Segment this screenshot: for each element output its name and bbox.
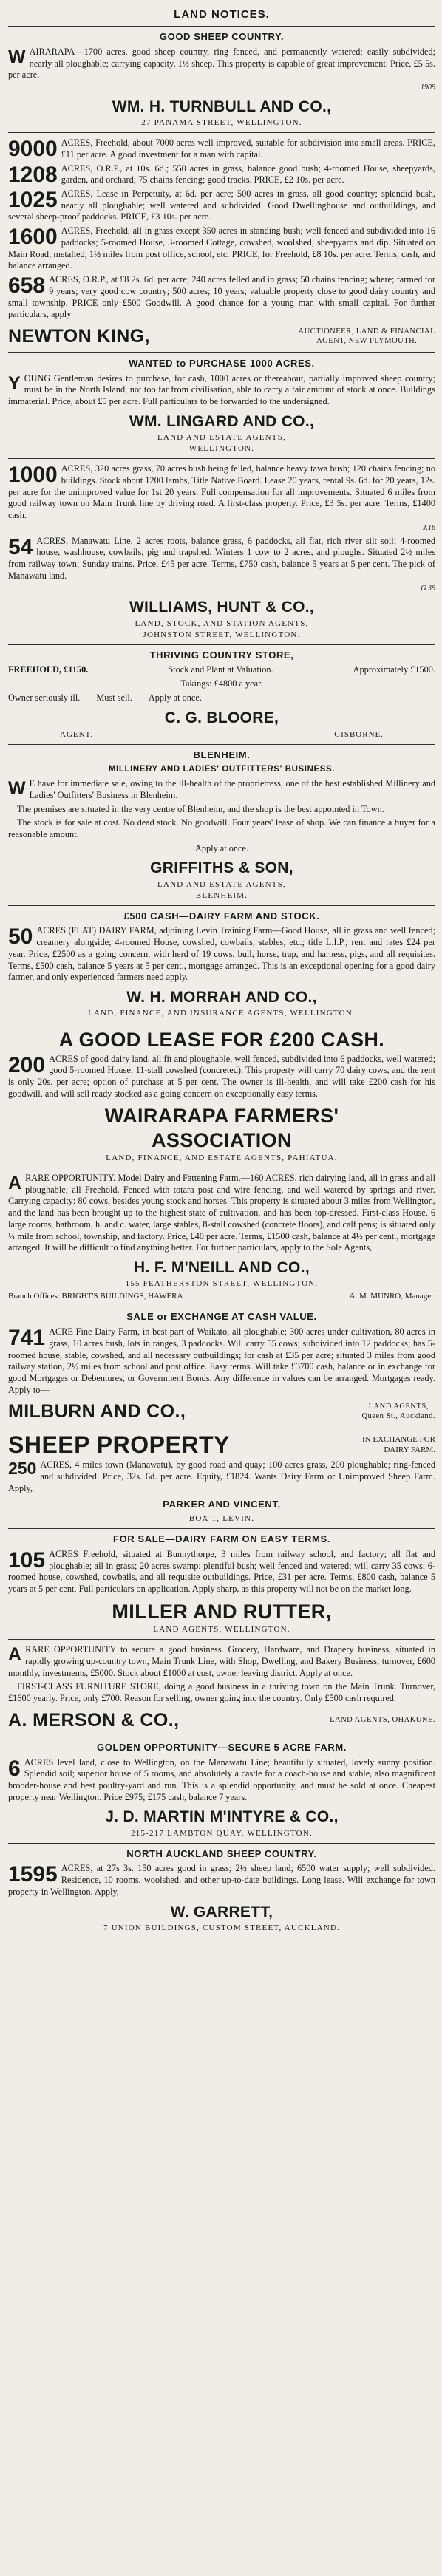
listing-figure: 6 bbox=[8, 1756, 21, 1781]
listing-text: ACRES of good dairy land, all fit and ploughable, well fenced, subdivided into 6 paddocks, well watered; good 5-roomed House; 11-stall cowshed (concreted). This property will carry 70 dairy cows, and the rent is only 20s. per acre; option of purchase at 5 per cent. The owner is ill-health, and will take £200 cash for his goodwill, and will sell ready stocked as a going concern on exceptionally easy terms. bbox=[8, 1053, 435, 1099]
ad-wairarapa-farmers bbox=[8, 1029, 435, 1163]
ad-heading: THRIVING COUNTRY STORE, bbox=[149, 649, 294, 661]
listing-figure: 1025 bbox=[8, 187, 58, 212]
ad-body: The stock is for sale at cost. No dead stock. No goodwill. Four years' lease of shop. We can finance a buyer for a reasonable amount. bbox=[8, 817, 435, 839]
ad-body bbox=[8, 1644, 435, 1679]
firm-name: MILLER AND RUTTER, bbox=[112, 1600, 332, 1623]
apply-note: Apply at once. bbox=[148, 692, 202, 703]
ad-heading-row bbox=[8, 1431, 435, 1459]
listing bbox=[8, 137, 435, 160]
stock-note: Stock and Plant at Valuation. bbox=[168, 664, 273, 675]
ad-garrett bbox=[8, 1848, 435, 1933]
ad-body bbox=[8, 47, 435, 81]
firm-address: JOHNSTON STREET, WELLINGTON. bbox=[143, 630, 301, 639]
ad-parker-vincent bbox=[8, 1433, 435, 1524]
firm-address: 215-217 LAMBTON QUAY, WELLINGTON. bbox=[131, 1828, 313, 1838]
listing bbox=[8, 1549, 435, 1595]
firm-description: LAND, FINANCE, AND ESTATE AGENTS, PAHIATUA. bbox=[106, 1153, 338, 1162]
firm-description: LAND, STOCK, AND STATION AGENTS, bbox=[135, 619, 309, 628]
firm-place: BOX 1, LEVIN. bbox=[188, 1514, 255, 1524]
freehold-price: FREEHOLD, £1150. bbox=[8, 664, 89, 675]
firm-name: PARKER AND VINCENT, bbox=[163, 1498, 281, 1510]
ad-bloore bbox=[8, 650, 435, 740]
firm-name: C. G. BLOORE, bbox=[164, 709, 279, 726]
listing-figure: 1000 bbox=[8, 463, 58, 488]
ad-heading: BLENHEIM. bbox=[193, 749, 251, 760]
listing bbox=[8, 925, 435, 984]
section-divider bbox=[8, 1528, 435, 1529]
ad-mcintyre bbox=[8, 1742, 435, 1839]
ad-body bbox=[8, 778, 435, 801]
listing bbox=[8, 1757, 435, 1804]
ad-heading: A GOOD LEASE FOR £200 CASH. bbox=[58, 1029, 385, 1052]
exchange-note bbox=[362, 1434, 435, 1455]
ad-body bbox=[8, 1173, 435, 1254]
agent-signature bbox=[8, 324, 435, 348]
ad-merson bbox=[8, 1644, 435, 1732]
approx-value: Approximately £1500. bbox=[353, 664, 435, 675]
ad-heading: SALE or EXCHANGE AT CASH VALUE. bbox=[126, 1311, 317, 1323]
listing-text: ACRES (FLAT) DAIRY FARM, adjoining Levin Training Farm—Good House, all in grass and well fenced; creamery alongside; 4-roomed House, cowshed, cowbails, stables, etc.; title L.I.P.; rent and rates £24 per year. Price, £2500 as a going concern, with herd of 19 cows, bull, horse, trap, and harness, pigs, and all requisites. Terms, £500 cash, balance 5 years at 5 per cent., mortgage arranged. This is an exceptional opening for a good dairy farmer, and only experienced farmers need apply. bbox=[8, 925, 435, 983]
listing-text: ACRES, Freehold, about 7000 acres well improved, suitable for subdivision into small areas. PRICE, £11 per acre. A good investment for a man with capital. bbox=[61, 137, 435, 160]
firm-place: WELLINGTON. bbox=[188, 444, 255, 454]
drop-cap: W bbox=[8, 46, 26, 67]
firm-address: 155 FEATHERSTON STREET, WELLINGTON. bbox=[125, 1279, 319, 1289]
listing bbox=[8, 188, 435, 223]
listing-figure: 1600 bbox=[8, 225, 58, 250]
ad-heading: FOR SALE—DAIRY FARM ON EASY TERMS. bbox=[113, 1533, 330, 1545]
ad-heading: £500 CASH—DAIRY FARM AND STOCK. bbox=[123, 910, 320, 921]
section-divider bbox=[8, 132, 435, 133]
firm-name: J. D. MARTIN M'INTYRE & CO., bbox=[105, 1808, 339, 1826]
listing-figure: 105 bbox=[8, 1548, 46, 1572]
firm-tagline-2: Queen St., Auckland. bbox=[361, 1412, 435, 1421]
firm-name: NEWTON KING, bbox=[8, 326, 150, 347]
firm-name: WM. LINGARD AND CO., bbox=[129, 412, 315, 430]
listing bbox=[8, 463, 435, 522]
firm-description bbox=[361, 1402, 435, 1421]
firm-place: BLENHEIM. bbox=[195, 890, 248, 900]
section-divider bbox=[8, 26, 435, 27]
listing-text: ACRES, O.R.P., at £8 2s. 6d. per acre; 240 acres felled and in grass; 50 chains fencing; where; farmed for 9 years; very good cow country; 500 acres; 10 years; valuable property close to good dairy country and small township. PRICE only £500 Goodwill. A good chance for a young man with small capital. For further particulars, apply bbox=[8, 274, 435, 320]
takings: Takings: £4800 a year. bbox=[180, 678, 263, 689]
firm-name: W. H. MORRAH AND CO., bbox=[126, 989, 317, 1006]
ad-body-text: RARE OPPORTUNITY. Model Dairy and Fattening Farm.—160 ACRES, rich dairying land, all in grass and all ploughable; all Freehold. Fenced with totara post and wire fencing, and well watered by springs and river. Carrying capacity: 80 cows, besides young stock and horses. This property is situated about 3 miles from Wellington, and the land has been brought up to the highest state of cultivation, and has been top-dressed. First-class House, 6 large rooms, bathroom, h. and c. water, large stables, 8-stall cowshed (concrete floors), and calf pens; is situated only ¼ mile from school, township, and factory. Price, £40 per acre. Terms, £1500 cash, balance at 4½ per cent., mortgage arranged. It will be difficult to find anything better. For further particulars, apply to the Sole Agents, bbox=[8, 1173, 435, 1253]
ad-body bbox=[8, 373, 435, 408]
section-divider bbox=[8, 352, 435, 353]
exchange-note-2: DAIRY FARM. bbox=[384, 1445, 435, 1455]
owner-note: Owner seriously ill. bbox=[8, 692, 81, 703]
drop-cap: W bbox=[8, 778, 26, 800]
ad-body: The premises are situated in the very centre of Blenheim, and the shop is the best appointed in Town. bbox=[17, 803, 384, 814]
firm-name: A. MERSON & CO., bbox=[8, 1709, 180, 1731]
ad-newton-king bbox=[8, 137, 435, 348]
ad-reference: G.39 bbox=[421, 584, 435, 593]
firm-name: WM. H. TURNBULL AND CO., bbox=[112, 98, 332, 115]
section-divider bbox=[8, 905, 435, 906]
firm-name: WILLIAMS, HUNT & CO., bbox=[129, 599, 315, 616]
firm-tagline-2: AGENT, NEW PLYMOUTH. bbox=[316, 337, 418, 346]
must-sell: Must sell. bbox=[96, 692, 132, 703]
listing-text: ACRES, Freehold, all in grass except 350 acres in standing bush; well fenced and subdivided into 16 paddocks; 5-roomed House, 3-roomed Cottage, cowshed, woolshed, sheepyards and dip. Situated on Main Road, metalled, 1½ miles from post office, school, etc. PRICE, for Freehold, £8 10s. per acre. Terms, cash, and balance arranged. bbox=[8, 225, 435, 271]
drop-cap: A bbox=[8, 1173, 22, 1193]
listing-text: ACRES, O.R.P., at 10s. 6d.; 550 acres in grass, balance good bush; 4-roomed House, sheepyards, garden, and orchard; 75 chains fencing; good tracks. PRICE, £2 10s. per acre. bbox=[61, 163, 435, 185]
ad-mcneill bbox=[8, 1173, 435, 1301]
firm-address: 27 PANAMA STREET, WELLINGTON. bbox=[141, 117, 302, 127]
firm-description: LAND AND ESTATE AGENTS, bbox=[157, 879, 286, 889]
ad-body-text: AIRARAPA—1700 acres, good sheep country, ring fenced, and permanently watered; easily subdivided; nearly all ploughable; carrying capacity, 1½ sheep. This property is capable of great improvement. Price, £5 5s. per acre. bbox=[8, 46, 435, 81]
listing-text: ACRES, Manawatu Line, 2 acres roots, balance grass, 6 paddocks, all flat, rich river silt soil; 4-roomed house, washhouse, cowbails, pig and trapshed. Winters 1 cow to 2 acres, and ploughs. Situated 2½ miles from railway town; Sunday trains. Price, £45 per acre. Terms, £750 cash, balance 5 years at 5 per cent. The pick of Manawatu land. bbox=[8, 535, 435, 581]
firm-tagline-1: LAND AGENTS, bbox=[368, 1403, 429, 1411]
firm-description bbox=[299, 327, 436, 346]
ad-griffiths bbox=[8, 749, 435, 901]
listing-figure: 50 bbox=[8, 924, 33, 950]
listing-figure: 9000 bbox=[8, 137, 58, 162]
section-divider bbox=[8, 458, 435, 459]
listing-text: ACRES, Lease in Perpetuity, at 6d. per acre; 500 acres in grass, all good country; splendid bush, nearly all ploughable; well watered and subdivided. Good Dwellinghouse and outbuildings, and several sheep-proof paddocks. PRICE, £3 10s. per acre. bbox=[8, 188, 435, 222]
apply-note: Apply at once. bbox=[194, 842, 249, 853]
firm-description: LAND AND ESTATE AGENTS, bbox=[157, 433, 286, 443]
ad-williams-hunt bbox=[8, 463, 435, 640]
agent-row bbox=[8, 729, 435, 740]
manager-name: A. M. MUNRO, Manager. bbox=[349, 1292, 435, 1301]
ad-heading: GOLDEN OPPORTUNITY—SECURE 5 ACRE FARM. bbox=[97, 1741, 347, 1753]
agent-signature bbox=[8, 1708, 435, 1732]
firm-name: WAIRARAPA FARMERS' bbox=[104, 1105, 339, 1128]
price-row bbox=[8, 664, 435, 676]
firm-description: LAND, FINANCE, AND INSURANCE AGENTS, WELLINGTON. bbox=[88, 1009, 356, 1018]
listing-figure: 1595 bbox=[8, 1862, 58, 1887]
listing-text: ACRE Fine Dairy Farm, in best part of Waikato, all ploughable; 300 acres under cultivation, 80 acres in grass, 10 acres bush, lots in ranges, 3 paddocks. Will carry 55 cows; subdivided into 12 paddocks; has 5-roomed house, stable, cowshed, and all necessary outbuildings; for cash at £35 per acre; situated 3 miles from good railway station, 2½ miles from school and post office. Easy terms. Will take £3700 cash, balance or in exchange for good Mortgages or Debentures, or Government Bonds. Any difference in values can be arranged. Mortgages ready. Apply to— bbox=[8, 1326, 435, 1395]
ad-milburn bbox=[8, 1311, 435, 1423]
listing bbox=[8, 1459, 435, 1494]
ad-subheading: MILLINERY AND LADIES' OUTFITTERS' BUSINESS. bbox=[108, 765, 336, 774]
ad-turnbull bbox=[8, 31, 435, 128]
ad-reference: 1909 bbox=[421, 84, 435, 92]
section-divider bbox=[8, 1639, 435, 1640]
branch-row bbox=[8, 1291, 435, 1301]
owner-row bbox=[8, 692, 435, 704]
listing bbox=[8, 274, 435, 321]
listing-figure: 250 bbox=[8, 1459, 37, 1479]
listing-figure: 1208 bbox=[8, 162, 58, 187]
listing-figure: 741 bbox=[8, 1326, 46, 1351]
listing bbox=[8, 1054, 435, 1100]
listing bbox=[8, 163, 435, 186]
firm-description: LAND AGENTS, WELLINGTON. bbox=[153, 1625, 290, 1635]
listing-figure: 54 bbox=[8, 534, 33, 559]
ad-morrah bbox=[8, 910, 435, 1019]
drop-cap: A bbox=[8, 1644, 22, 1666]
firm-name: MILBURN AND CO., bbox=[8, 1401, 186, 1422]
listing-figure: 200 bbox=[8, 1052, 46, 1077]
firm-description: LAND AGENTS, OHAKUNE. bbox=[330, 1716, 435, 1725]
firm-name: GRIFFITHS & SON, bbox=[150, 859, 293, 877]
listing bbox=[8, 1326, 435, 1396]
listing bbox=[8, 1863, 435, 1898]
ad-heading: NORTH AUCKLAND SHEEP COUNTRY. bbox=[126, 1847, 317, 1859]
firm-name: W. GARRETT, bbox=[170, 1903, 273, 1921]
ad-heading: WANTED to PURCHASE 1000 ACRES. bbox=[129, 358, 315, 369]
listing-text: ACRES, 4 miles town (Manawatu), by good road and quay; 100 acres grass, 200 ploughable; ring-fenced and subdivided. Price, 32s. 6d. per acre. Equity, £1824. Wants Dairy Farm or Unimproved Sheep Farm. Apply, bbox=[8, 1459, 435, 1493]
agent-label: AGENT. bbox=[60, 729, 94, 739]
ad-heading: GOOD SHEEP COUNTRY. bbox=[159, 31, 285, 43]
branch-offices: Branch Offices: BRIGHT'S BUILDINGS, HAWERA. bbox=[8, 1292, 186, 1301]
ad-body-text: E have for immediate sale, owing to the ill-health of the proprietress, one of the best established Millinery and Ladies' Outfitters' Business in Blenheim. bbox=[29, 778, 435, 800]
ad-body-text: OUNG Gentleman desires to purchase, for cash, 1000 acres or thereabout, partially improved sheep country; must be in the North Island, not too far from civilisation, able to carry a fair amount of stock at once. Buildings immaterial. Price, about £5 per acre. Full particulars to be forwarded to the undersigned. bbox=[8, 372, 435, 407]
ad-miller-rutter bbox=[8, 1533, 435, 1635]
listing-text: ACRES, at 27s 3s. 150 acres good in grass; 2½ sheep land; 6500 water supply; well subdivided. Residence, 10 rooms, woolshed, and other up-to-date buildings. Long lease. Will exchange for town property in Wellington. Apply, bbox=[8, 1863, 435, 1897]
agent-signature bbox=[8, 1400, 435, 1423]
section-divider bbox=[8, 744, 435, 745]
firm-tagline-1: AUCTIONEER, LAND & FINANCIAL bbox=[298, 327, 435, 335]
ad-reference: J.16 bbox=[423, 523, 435, 532]
page-title: LAND NOTICES. bbox=[174, 8, 270, 21]
firm-name-line-2: ASSOCIATION bbox=[152, 1128, 292, 1151]
listing-text: ACRES, 320 acres grass, 70 acres bush being felled, balance heavy tawa bush; 120 chains fencing; no buildings. Stock about 1200 lambs, Title Native Board. Lease 20 years, rental 9s. 6d. for 20 years, 12s. per acre for the unimproved value for 1st 20 years. Full compensation for all improvements. Situated 6 miles from good railway town on Main Trunk line by driving road. A first-class property. Price, £3 5s. per acre. Terms, £1400 cash. bbox=[8, 463, 435, 521]
agent-place: GISBORNE. bbox=[334, 729, 384, 739]
section-divider bbox=[8, 1843, 435, 1844]
drop-cap: Y bbox=[8, 372, 21, 394]
exchange-note-1: IN EXCHANGE FOR bbox=[362, 1435, 435, 1445]
listing-text: ACRES Freehold, situated at Bunnythorpe, 3 miles from railway school, and factory; all flat and ploughable; all in grass; 20 acres swamp; plentiful bush; well fenced and watered; will carry 35 cows; 6-roomed house, cowshed, cowbails, and all requisite outbuildings. Price, £31 per acre. Terms, £800 cash, balance 5 years at 5 per cent. Full particulars on application. Apply sharp, as this property will not be on the market long. bbox=[8, 1549, 435, 1595]
ad-body-text: RARE OPPORTUNITY to secure a good business. Grocery, Hardware, and Drapery business, situated in rapidly growing up-country town, Main Trunk Line, with Shop, Dwelling, and Bakery Business; turnover, £600 monthly, investments, £5000. Stock about £1000 at cost, owner leaving district. Apply at once. bbox=[8, 1644, 435, 1678]
firm-name: H. F. M'NEILL AND CO., bbox=[134, 1259, 310, 1277]
section-divider bbox=[8, 644, 435, 645]
ad-body: FIRST-CLASS FURNITURE STORE, doing a good business in a thriving town on the Main Trunk. Turnover, £1600 yearly. Price, only £700. Reason for selling, owner going into the country. Only £500 cash required. bbox=[8, 1681, 435, 1704]
ad-heading: SHEEP PROPERTY bbox=[8, 1431, 230, 1459]
listing bbox=[8, 225, 435, 272]
firm-address: 7 UNION BUILDINGS, CUSTOM STREET, AUCKLAND. bbox=[103, 1923, 341, 1932]
listing-figure: 658 bbox=[8, 273, 46, 299]
listing-text: ACRES level land, close to Wellington, on the Manawatu Line; beautifully situated, lovely sunny position. Splendid soil; superior house of 5 rooms, and absolutely a castle for a coach-house and stable, also magnificent brooder-house and best poultry-yard and run. This is a splendid opportunity, and must be sold at once. Cheapest property near Wellington. Price £975; £175 cash, balance 7 years. bbox=[8, 1756, 435, 1802]
ad-lingard bbox=[8, 358, 435, 454]
listing bbox=[8, 536, 435, 582]
